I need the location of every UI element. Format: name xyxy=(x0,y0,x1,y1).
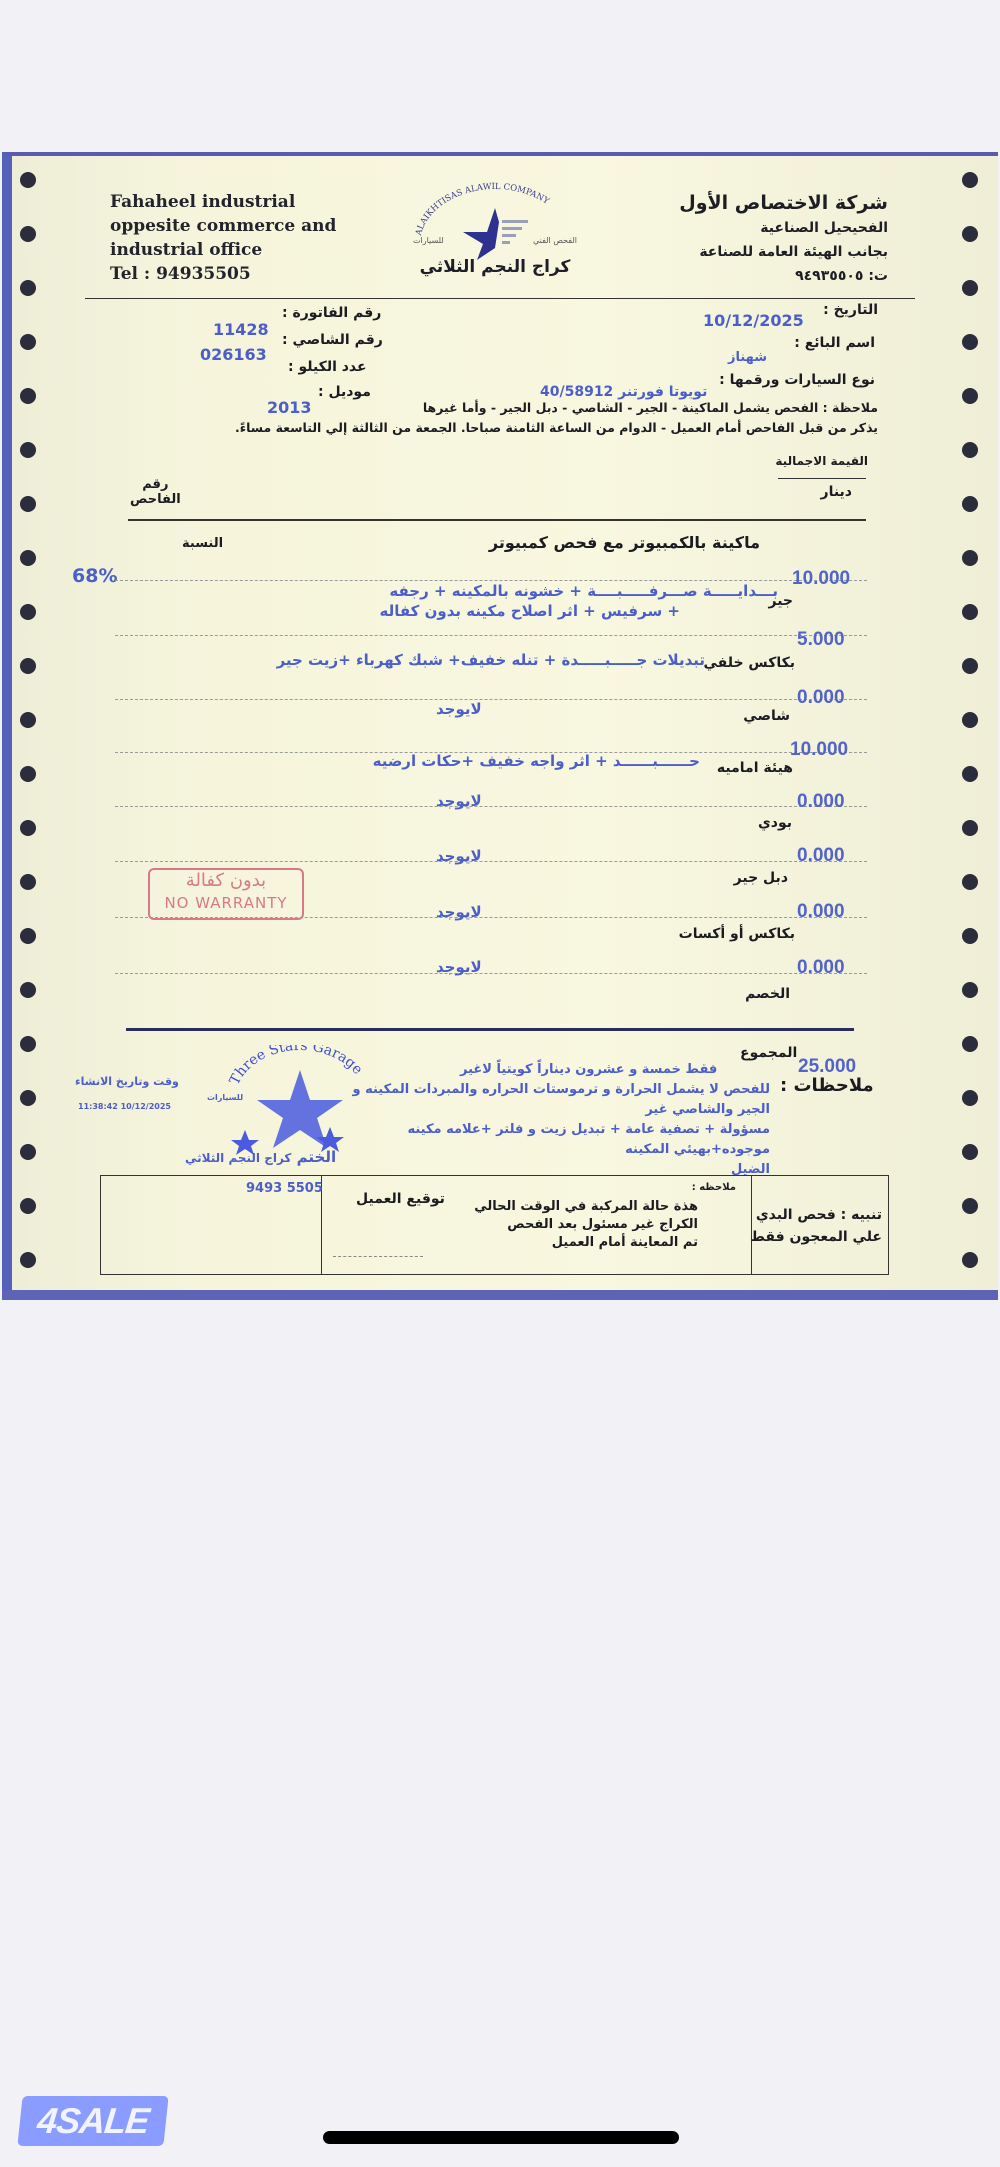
row-label: بودي xyxy=(757,815,792,831)
currency-header: دينار xyxy=(820,484,852,500)
logo-name: كراج النجم الثلاثي xyxy=(419,257,571,277)
feed-hole xyxy=(20,1090,36,1106)
feed-hole xyxy=(20,874,36,890)
no-warranty-stamp xyxy=(148,868,304,920)
feed-hole xyxy=(962,712,978,728)
svg-text:ALAIKHTISAS ALAWIL COMPANY: ALAIKHTISAS ALAWIL COMPANY xyxy=(413,182,551,237)
feed-hole xyxy=(20,712,36,728)
chassis-value: 026163 xyxy=(200,345,267,364)
ratio-value: 68% xyxy=(72,565,118,587)
logo-right-text: الفحص الفني xyxy=(532,236,577,245)
row-divider xyxy=(115,580,867,581)
feed-hole xyxy=(20,550,36,566)
stamp-name: كراج النجم الثلاثي xyxy=(185,1151,292,1165)
total-value-header: القيمة الاجمالية xyxy=(775,454,868,468)
row-label: شاصي xyxy=(743,708,790,724)
date-label: التاريخ : xyxy=(823,302,878,318)
seal-label: الختم xyxy=(296,1148,337,1166)
customer-signature-label: توقيع العميل xyxy=(356,1191,445,1207)
chassis-label: رقم الشاصي : xyxy=(282,332,383,348)
row-amount: 0.000 xyxy=(797,687,845,708)
row-amount: 10.000 xyxy=(790,739,849,760)
row-amount: 0.000 xyxy=(797,957,845,978)
inspector-number-header xyxy=(130,477,181,507)
note-lines xyxy=(474,1198,698,1252)
row-label: دبل جير xyxy=(733,870,788,886)
paper-bottom-edge xyxy=(2,1290,998,1300)
feed-hole xyxy=(20,1144,36,1160)
feed-hole xyxy=(20,766,36,782)
row-divider xyxy=(115,635,867,636)
stamp-side-text: للسيارات xyxy=(207,1093,244,1102)
feed-hole xyxy=(962,1252,978,1268)
company-logo xyxy=(395,182,595,292)
note-line: تم المعاينة أمام العميل xyxy=(551,1235,698,1250)
feed-hole xyxy=(962,766,978,782)
feed-hole xyxy=(962,334,978,350)
feed-hole xyxy=(20,658,36,674)
seller-label: اسم البائع : xyxy=(794,335,875,351)
4sale-watermark-logo: 4SALE xyxy=(17,2096,168,2146)
row-amount: 0.000 xyxy=(797,901,845,922)
row-desc: حــــــبــــــد + اثر واجه خفيف +حكات ارضيه xyxy=(372,752,700,770)
english-address-block xyxy=(110,190,336,286)
feed-hole xyxy=(962,874,978,890)
feed-hole xyxy=(962,1144,978,1160)
invoice-label: رقم الفاتورة : xyxy=(282,305,382,321)
feed-hole xyxy=(962,172,978,188)
stamp-star-icon xyxy=(225,1045,375,1155)
feed-hole xyxy=(20,442,36,458)
row-label: هيئة اماميه xyxy=(716,760,793,776)
feed-hole xyxy=(20,1252,36,1268)
remarks-text xyxy=(340,1080,770,1180)
car-type-label: نوع السيارات ورقمها : xyxy=(719,372,875,388)
home-indicator[interactable] xyxy=(323,2131,679,2144)
header-underline xyxy=(778,478,866,479)
remarks-label: ملاحظات : xyxy=(780,1075,874,1096)
feed-hole xyxy=(20,496,36,512)
remarks-line: الضيل xyxy=(730,1162,770,1177)
row-desc: لايوجد xyxy=(436,903,482,921)
svg-text:Three Stars Garage: Three Stars Garage xyxy=(226,1045,366,1088)
company-name-arabic: شركة الاختصاص الأول xyxy=(679,192,888,214)
feed-hole xyxy=(962,442,978,458)
row-amount: 0.000 xyxy=(797,791,845,812)
row-desc: لايوجد xyxy=(436,700,482,718)
total-in-words: فقط خمسة و عشرون ديناراً كويتياً لاغير xyxy=(460,1062,718,1077)
feed-hole xyxy=(962,388,978,404)
address-line: oppesite commerce and xyxy=(110,216,337,236)
note-line: هذة حالة المركبة في الوقت الحالي xyxy=(474,1199,698,1214)
row-divider xyxy=(115,861,867,862)
totals-divider xyxy=(126,1028,854,1031)
note-line-1: ملاحظة : الفحص يشمل الماكينة - الجير - الشاصي - دبل الجير - وأما غيرها xyxy=(422,400,878,415)
row-desc: تبديلات جـــــبـــــدة + تنله خفيف+ شبك كهرباء +زيت جير xyxy=(276,651,705,669)
feed-hole xyxy=(962,604,978,620)
header-divider xyxy=(85,298,915,299)
address-line: الفحيحيل الصناعية xyxy=(760,220,888,236)
row-desc: + سرفيس + اثر اصلاح مكينه بدون كفاله xyxy=(379,602,680,620)
arabic-company-block xyxy=(679,190,888,288)
date-value: 10/12/2025 xyxy=(703,311,804,330)
feed-hole xyxy=(962,496,978,512)
address-line: industrial office xyxy=(110,240,263,260)
footer-notice-box xyxy=(100,1175,889,1275)
inspector-label-line: رقم xyxy=(142,477,169,492)
feed-hole xyxy=(962,550,978,566)
feed-hole xyxy=(962,982,978,998)
feed-hole xyxy=(20,388,36,404)
feed-hole xyxy=(20,928,36,944)
phone-line: Tel : 94935505 xyxy=(110,264,251,284)
feed-hole xyxy=(962,1036,978,1052)
model-value: 2013 xyxy=(267,398,312,417)
row-amount: 5.000 xyxy=(797,629,845,650)
row-label: الخصم xyxy=(745,986,790,1002)
feed-hole xyxy=(20,280,36,296)
row-desc: لايوجد xyxy=(436,792,482,810)
warning-line: تنبيه : فحص البدي xyxy=(755,1207,882,1223)
row-label: جير xyxy=(768,593,793,609)
star-icon xyxy=(463,208,499,260)
note-title: ملاحظه : xyxy=(691,1182,736,1193)
address-line: Fahaheel industrial xyxy=(110,192,296,212)
body-check-warning xyxy=(750,1204,882,1248)
stamp-garage-name xyxy=(185,1148,336,1166)
phone-line: ت: ٩٤٩٣٥٥٠٥ xyxy=(795,268,888,284)
car-type-value: تويوتا فورتنر 40/58912 xyxy=(540,384,708,400)
remarks-line: مسؤولة + تصفية عامة + تبديل زيت و فلتر +علامه مكينه موجوده+بهيئي المكينه xyxy=(407,1122,770,1157)
feed-hole xyxy=(20,1198,36,1214)
feed-hole xyxy=(20,226,36,242)
note-line-2: يذكر من قبل الفاحص أمام العميل - الدوام من الساعة الثامنة صباحا. الجمعة من الثالثة إلي التاسعة مساءً. xyxy=(234,420,878,435)
row-desc: لايوجد xyxy=(436,847,482,865)
table-header-rule xyxy=(128,519,866,521)
invoice-value: 11428 xyxy=(213,320,269,339)
row-desc: لايوجد xyxy=(436,958,482,976)
garage-stamp xyxy=(225,1045,375,1155)
created-value: 11:38:42 10/12/2025 xyxy=(78,1102,171,1111)
feed-hole xyxy=(20,820,36,836)
stamp-english: NO WARRANTY xyxy=(164,894,288,912)
signature-line xyxy=(333,1256,423,1257)
feed-hole xyxy=(20,334,36,350)
row-divider xyxy=(115,806,867,807)
km-label: عدد الكيلو : xyxy=(288,359,367,375)
total-label: المجموع xyxy=(740,1045,798,1061)
stamp-arabic: بدون كفالة xyxy=(185,870,267,891)
ratio-header: النسبة xyxy=(182,536,224,551)
logo-left-text: للسيارات xyxy=(413,236,444,245)
feed-hole xyxy=(962,226,978,242)
address-line: بجانب الهيئة العامة للصناعة xyxy=(699,244,888,260)
row-divider xyxy=(115,973,867,974)
feed-hole xyxy=(20,172,36,188)
model-label: موديل : xyxy=(318,384,371,400)
row-desc: بـــدايـــــة صـــرفـــــبــــة + خشونه بالمكينه + رجفه xyxy=(389,582,778,600)
warning-line: علي المعجون فقط xyxy=(750,1229,882,1245)
feed-hole xyxy=(20,982,36,998)
inspector-label-line: الفاحص xyxy=(130,492,181,507)
engine-header: ماكينة بالكمبيوتر مع فحص كمبيوتر xyxy=(488,533,760,552)
note-line: الكراج غير مسئول بعد الفحص xyxy=(507,1217,698,1232)
feed-hole xyxy=(962,1090,978,1106)
logo-graphic xyxy=(395,182,595,262)
row-label: بكاكس خلفي xyxy=(703,655,795,671)
garage-phone: 9493 5505 xyxy=(246,1181,323,1196)
row-amount: 0.000 xyxy=(797,845,845,866)
feed-hole xyxy=(962,820,978,836)
total-value: 25.000 xyxy=(798,1056,857,1077)
feed-hole xyxy=(962,928,978,944)
feed-hole xyxy=(962,1198,978,1214)
feed-hole xyxy=(20,604,36,620)
feed-hole xyxy=(962,658,978,674)
seller-value: شهناز xyxy=(728,350,768,365)
remarks-line: للفحص لا يشمل الحرارة و ترموستات الحراره والمبردات المكينه و الجير والشاصي غير xyxy=(352,1082,770,1117)
feed-hole xyxy=(20,1036,36,1052)
feed-hole xyxy=(962,280,978,296)
row-amount: 10.000 xyxy=(792,568,851,589)
row-label: بكاكس أو أكسات xyxy=(678,926,795,942)
created-label: وقت وتاريخ الانشاء xyxy=(75,1075,179,1088)
row-divider xyxy=(115,699,867,700)
